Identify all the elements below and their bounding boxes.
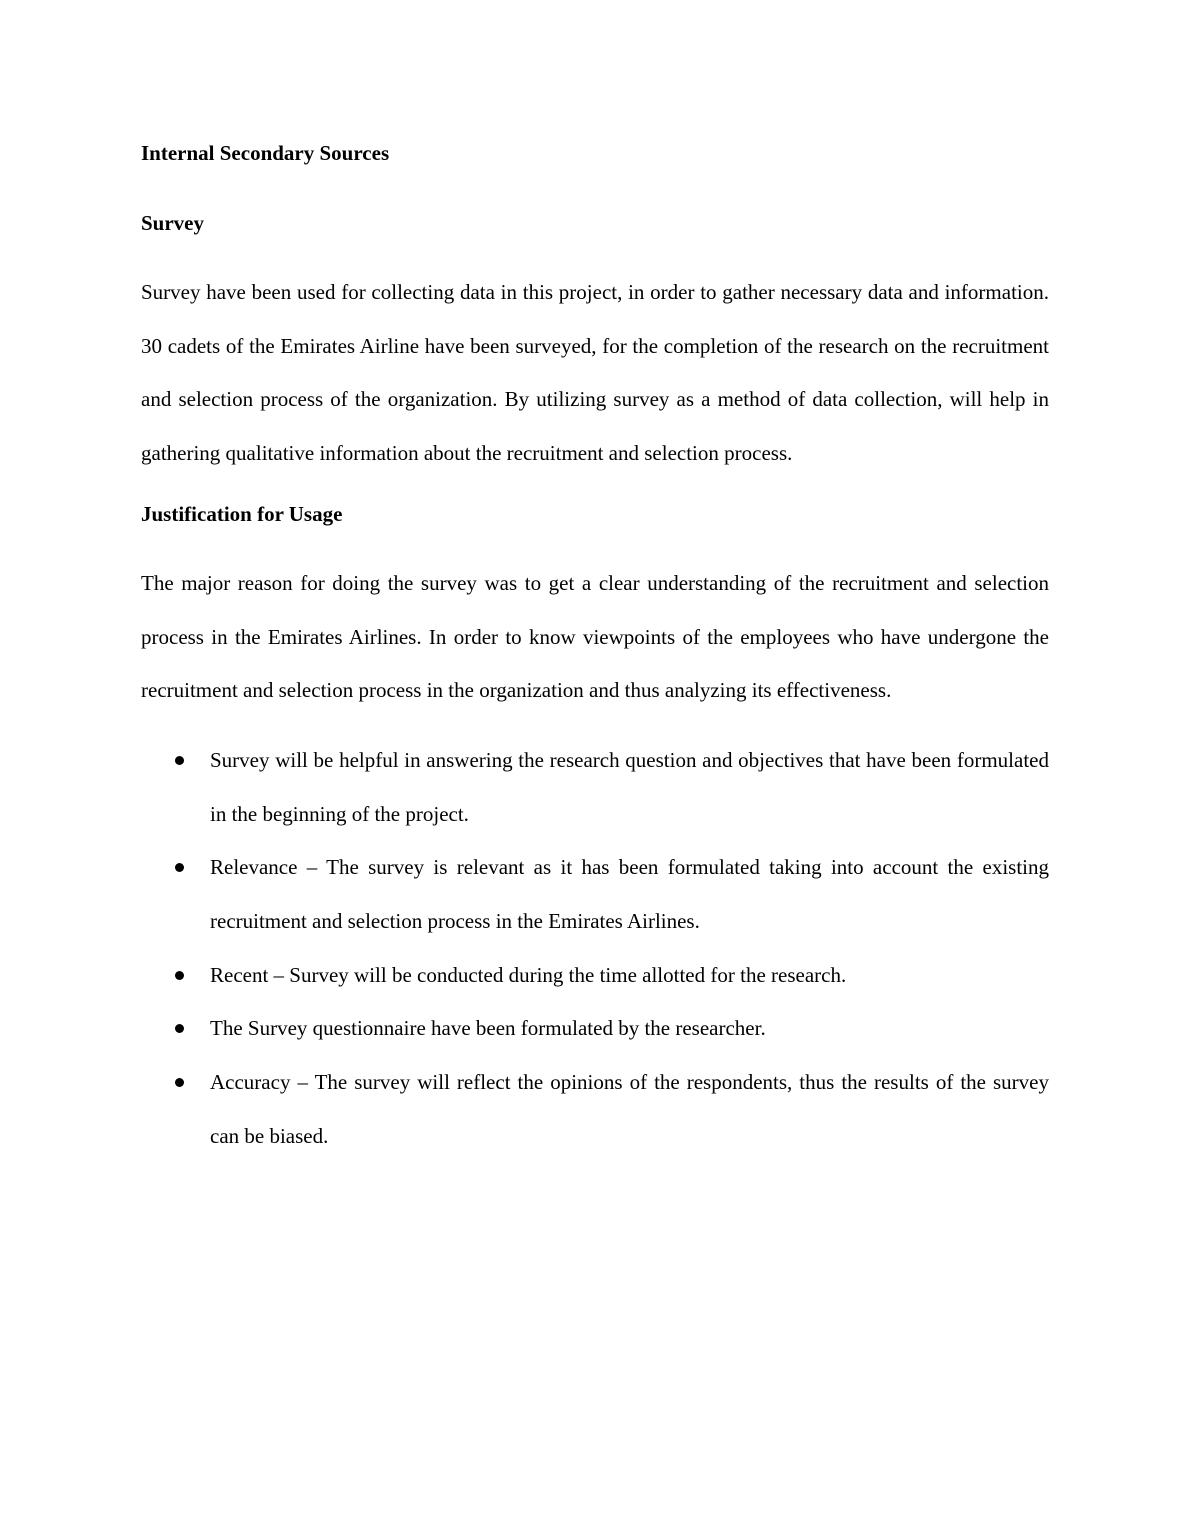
bullet-text: The Survey questionnaire have been formulated by the researcher. xyxy=(210,1016,766,1041)
bullet-icon xyxy=(175,971,184,980)
bullet-text: Survey will be helpful in answering the research question and objectives that have been formulated in the beginning of the project. xyxy=(210,747,1049,826)
subsection-heading-justification: Justification for Usage xyxy=(141,501,343,526)
bullet-icon xyxy=(175,863,184,872)
justification-paragraph: The major reason for doing the survey was to get a clear understanding of the recruitment and selection process in the Emirates Airlines. In order to know viewpoints of the employees who have undergone the recruitment and selection process in the organization and thus analyzing its effectiveness. xyxy=(141,570,1049,703)
bullet-item xyxy=(141,1002,1049,1056)
bullet-icon xyxy=(175,1024,184,1033)
bullet-icon xyxy=(175,1078,184,1087)
bullet-icon xyxy=(175,756,184,765)
subsection-heading-survey: Survey xyxy=(141,211,204,235)
bullet-item xyxy=(141,949,1049,1003)
bullet-text: Recent – Survey will be conducted during the time allotted for the research. xyxy=(210,962,847,987)
bullet-item xyxy=(141,734,1049,841)
bullet-text: Relevance – The survey is relevant as it has been formulated taking into account the existing recruitment and selection process in the Emirates Airlines. xyxy=(210,855,1049,934)
bullet-item xyxy=(141,841,1049,948)
document-body xyxy=(141,136,1049,1164)
survey-paragraph: Survey have been used for collecting data in this project, in order to gather necessary data and information. 30 cadets of the Emirates Airline have been surveyed, for the completion of the research on the recruitment and selection process of the organization. By utilizing survey as a method of data collection, will help in gathering qualitative information about the recruitment and selection process. xyxy=(141,280,1049,466)
justification-bullet-list xyxy=(141,734,1049,1164)
bullet-text: Accuracy – The survey will reflect the opinions of the respondents, thus the results of the survey can be biased. xyxy=(210,1070,1049,1148)
bullet-item xyxy=(141,1056,1049,1163)
section-heading-internal-secondary-sources: Internal Secondary Sources xyxy=(141,141,390,165)
